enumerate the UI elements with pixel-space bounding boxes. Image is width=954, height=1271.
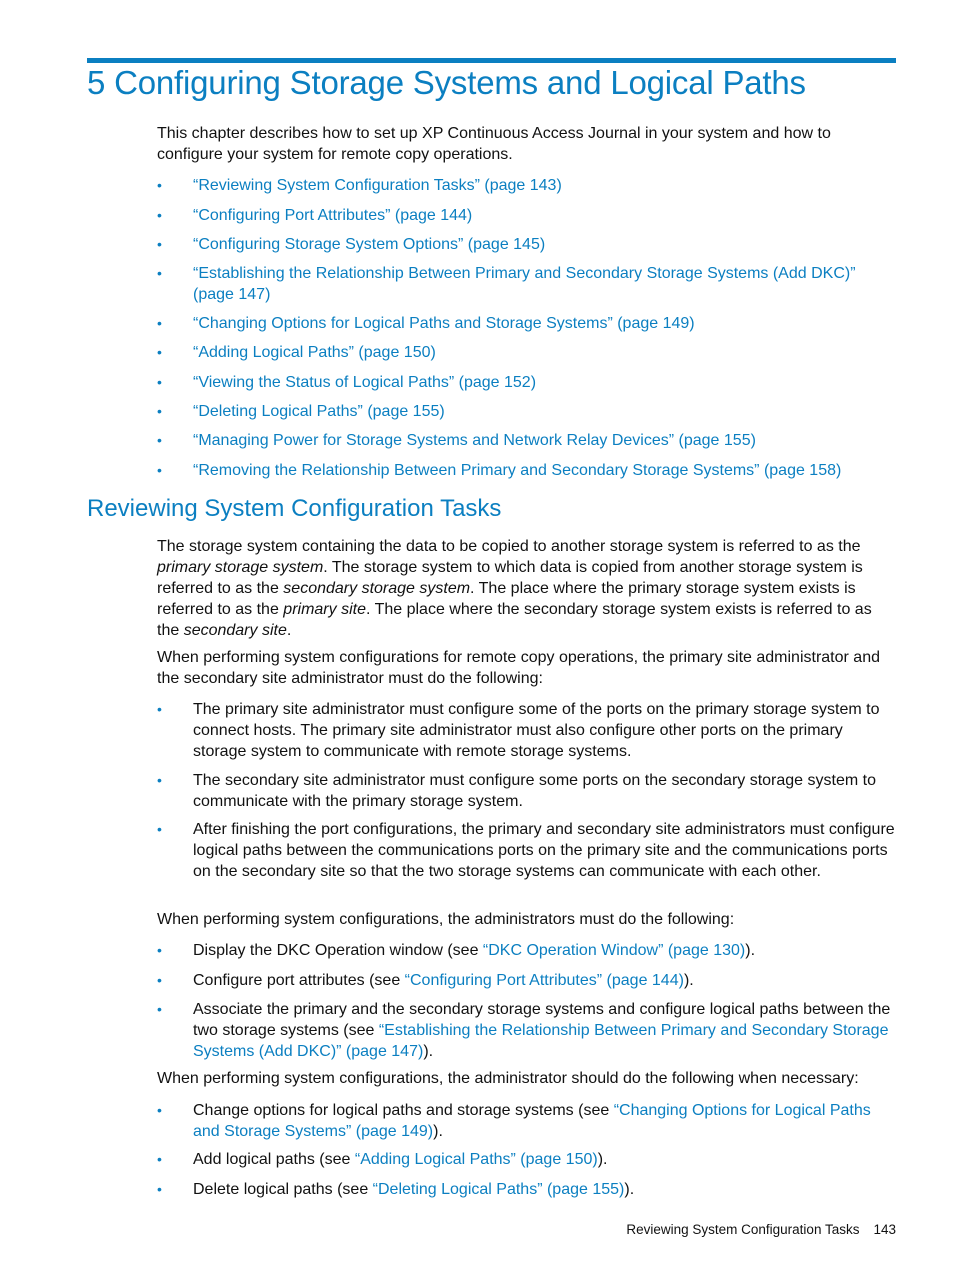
toc-link[interactable]: “Removing the Relationship Between Primary and Secondary Storage Systems” (page 158) (193, 462, 842, 479)
paragraph-text: . The place where the secondary storage system exists is referred to as the (157, 601, 872, 639)
list-item-text: The primary site administrator must configure some of the ports on the primary storage system to connect hosts. The primary site administrator must also configure other ports on the primary storage system to communicate with remote storage systems. (193, 701, 880, 760)
bullet-icon: • (157, 821, 162, 837)
list-item-text: Display the DKC Operation window (see (193, 942, 483, 959)
toc-item[interactable] (157, 205, 897, 226)
bullet-icon: • (157, 701, 162, 717)
toc-item[interactable] (157, 430, 897, 451)
toc-link[interactable]: “Reviewing System Configuration Tasks” (page 143) (193, 177, 562, 194)
toc-link[interactable]: “Configuring Port Attributes” (page 144) (193, 207, 473, 224)
toc-link[interactable]: “Establishing the Relationship Between Primary and Secondary Storage Systems (Add DKC)” (page 147) (193, 265, 856, 303)
bullet-icon: • (157, 772, 162, 788)
toc-item[interactable] (157, 372, 897, 393)
bullet-icon: • (157, 236, 162, 252)
chapter-top-rule (87, 58, 896, 63)
bullet-icon: • (157, 344, 162, 360)
list-item (157, 1179, 897, 1200)
page-footer (626, 1222, 896, 1237)
bullet-icon: • (157, 403, 162, 419)
toc-link[interactable]: “Changing Options for Logical Paths and Storage Systems” (page 149) (193, 315, 695, 332)
list-item (157, 699, 897, 762)
bullet-icon: • (157, 265, 162, 281)
bullet-icon: • (157, 432, 162, 448)
term-secondary-storage-system: secondary storage system (283, 580, 471, 597)
toc-item[interactable] (157, 460, 897, 481)
footer-section-title: Reviewing System Configuration Tasks (626, 1222, 860, 1237)
toc-item[interactable] (157, 313, 897, 334)
adding-logical-paths-link[interactable]: “Adding Logical Paths” (page 150) (354, 1151, 598, 1168)
bullet-icon: • (157, 1181, 162, 1197)
list-item-text: ). (423, 1043, 434, 1060)
changing-options-link[interactable]: “Changing Options for Logical Paths and Storage Systems” (page 149) (193, 1102, 871, 1140)
bullet-icon: • (157, 1102, 162, 1118)
list-item-text: ). (433, 1123, 443, 1140)
list-item (157, 770, 897, 812)
toc-item[interactable] (157, 175, 897, 196)
primary-secondary-definition-paragraph (157, 536, 897, 641)
when-necessary-paragraph: When performing system configurations, the administrator should do the following when necessary: (157, 1070, 859, 1087)
toc-link[interactable]: “Adding Logical Paths” (page 150) (193, 344, 436, 361)
term-primary-storage-system: primary storage system (157, 559, 324, 576)
bullet-icon: • (157, 177, 162, 193)
bullet-icon: • (157, 942, 162, 958)
bullet-icon: • (157, 207, 162, 223)
toc-item[interactable] (157, 263, 897, 305)
list-item-text: ). (624, 1181, 635, 1198)
chapter-title: 5 Configuring Storage Systems and Logical Paths (87, 64, 806, 101)
term-primary-site: primary site (283, 601, 366, 618)
list-item (157, 819, 897, 882)
list-item-text: After finishing the port configurations, the primary and secondary site administrators must configure logical paths between the communications ports on the primary site and the communications ports on the secondary site so that the two storage systems can communicate with each other. (193, 821, 895, 880)
bullet-icon: • (157, 462, 162, 478)
term-secondary-site: secondary site (183, 622, 287, 639)
paragraph-text: . (286, 622, 292, 639)
toc-item[interactable] (157, 234, 897, 255)
list-item (157, 999, 897, 1062)
toc-item[interactable] (157, 342, 897, 363)
paragraph-text: . The storage system to which data is copied from another storage system is referred to as the (157, 559, 863, 597)
bullet-icon: • (157, 315, 162, 331)
list-item (157, 940, 897, 961)
list-item (157, 1149, 897, 1170)
list-item-text: Delete logical paths (see (193, 1181, 373, 1198)
list-item-text: Add logical paths (see (193, 1151, 355, 1168)
bullet-icon: • (157, 1151, 162, 1167)
list-item-text: Configure port attributes (see (193, 972, 405, 989)
list-item-text: ). (683, 972, 694, 989)
admin-tasks-paragraph: When performing system configurations for remote copy operations, the primary site administrator and the secondary site administrator must do the following: (157, 649, 880, 687)
list-item-text: Change options for logical paths and storage systems (see (193, 1102, 614, 1119)
bullet-icon: • (157, 374, 162, 390)
list-item-text: ). (745, 942, 756, 959)
intro-paragraph: This chapter describes how to set up XP Continuous Access Journal in your system and how to configure your system for remote copy operations. (157, 125, 831, 163)
list-item (157, 1100, 897, 1142)
toc-link[interactable]: “Viewing the Status of Logical Paths” (page 152) (193, 374, 537, 391)
list-item-text: The secondary site administrator must configure some ports on the secondary storage system to communicate with the primary storage system. (193, 772, 876, 810)
deleting-logical-paths-link[interactable]: “Deleting Logical Paths” (page 155) (372, 1181, 625, 1198)
administrators-must-paragraph: When performing system configurations, the administrators must do the following: (157, 911, 735, 928)
bullet-icon: • (157, 972, 162, 988)
paragraph-text: The storage system containing the data to be copied to another storage system is referred to as the (157, 538, 861, 555)
paragraph-text: . The place where the primary storage system exists is referred to as the (157, 580, 856, 618)
page-number: 143 (873, 1222, 896, 1237)
toc-link[interactable]: “Managing Power for Storage Systems and Network Relay Devices” (page 155) (193, 432, 756, 449)
toc-link[interactable]: “Configuring Storage System Options” (page 145) (193, 236, 546, 253)
toc-item[interactable] (157, 401, 897, 422)
bullet-icon: • (157, 1001, 162, 1017)
section-title: Reviewing System Configuration Tasks (87, 495, 502, 522)
configuring-port-attributes-link[interactable]: “Configuring Port Attributes” (page 144) (404, 972, 684, 989)
list-item-text: Associate the primary and the secondary storage systems and configure logical paths between the two storage systems (see (193, 1001, 891, 1039)
list-item (157, 970, 897, 991)
establishing-relationship-link[interactable]: “Establishing the Relationship Between Primary and Secondary Storage Systems (Add DKC)” (page 147) (193, 1022, 889, 1060)
list-item-text: ). (597, 1151, 608, 1168)
dkc-operation-window-link[interactable]: “DKC Operation Window” (page 130) (482, 942, 746, 959)
toc-link[interactable]: “Deleting Logical Paths” (page 155) (193, 403, 445, 420)
